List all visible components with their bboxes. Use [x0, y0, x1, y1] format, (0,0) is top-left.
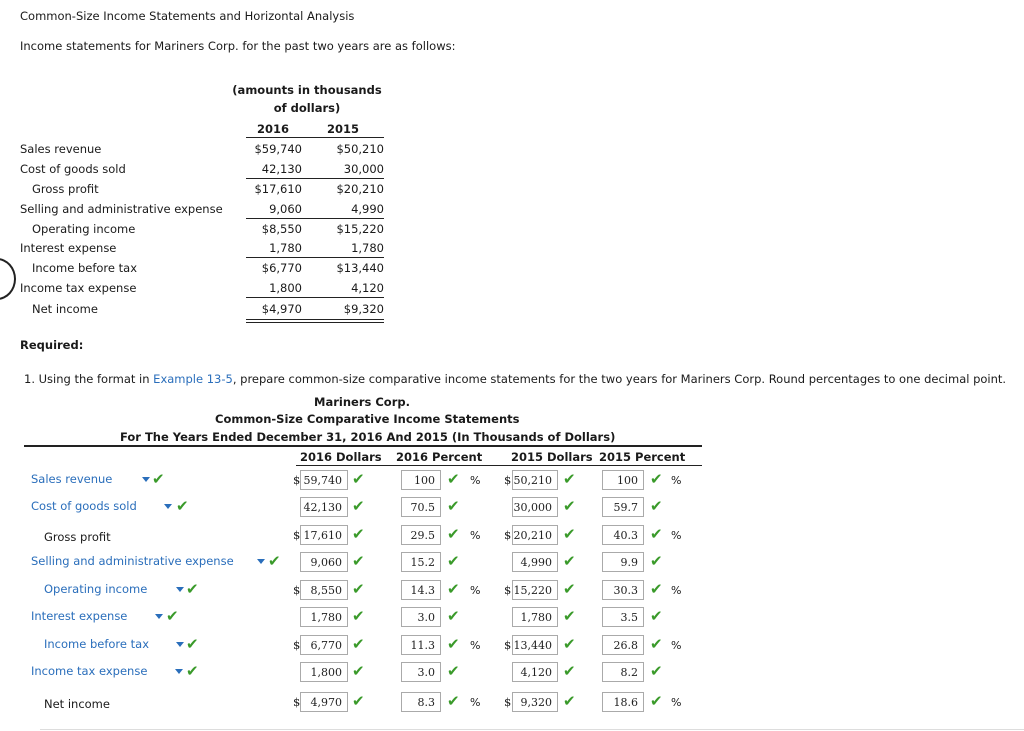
input-2016-percent[interactable]: 8.3 — [401, 692, 441, 712]
row-select-sales-revenue[interactable] — [31, 472, 145, 486]
check-icon: ✔ — [563, 607, 576, 625]
check-icon: ✔ — [563, 580, 576, 598]
row-select-label: Sales revenue — [31, 472, 113, 486]
check-icon: ✔ — [352, 580, 365, 598]
statement-rule — [24, 445, 702, 447]
row-select-operating-income[interactable] — [44, 582, 176, 596]
input-2016-dollars[interactable]: 9,060 — [300, 552, 348, 572]
input-2015-percent[interactable]: 26.8 — [602, 635, 644, 655]
check-icon: ✔ — [650, 580, 663, 598]
source-row-label: Gross profit — [32, 182, 99, 196]
source-row-label: Income tax expense — [20, 281, 137, 295]
check-icon: ✔ — [447, 635, 460, 653]
dollar-sign: $ — [504, 583, 512, 597]
input-2016-dollars[interactable]: 1,800 — [300, 662, 348, 682]
chevron-down-icon[interactable] — [257, 559, 265, 564]
source-value-2016: 1,800 — [269, 281, 302, 295]
dollar-sign: $ — [504, 695, 512, 709]
check-icon: ✔ — [650, 635, 663, 653]
source-row-label: Operating income — [32, 222, 136, 236]
dollar-sign: $ — [293, 583, 301, 597]
percent-sign: % — [470, 696, 481, 709]
input-2015-dollars[interactable]: 4,120 — [512, 662, 558, 682]
input-2015-percent[interactable]: 40.3 — [602, 525, 644, 545]
chevron-down-icon[interactable] — [155, 614, 163, 619]
check-icon: ✔ — [650, 525, 663, 543]
check-icon: ✔ — [563, 470, 576, 488]
check-icon: ✔ — [166, 607, 179, 625]
source-value-2015: 1,780 — [351, 241, 384, 255]
check-icon: ✔ — [152, 470, 165, 488]
statement-period: For The Years Ended December 31, 2016 And 2015 (In Thousands of Dollars) — [120, 430, 616, 444]
source-value-2015: 30,000 — [343, 162, 384, 176]
check-icon: ✔ — [352, 662, 365, 680]
source-row-label: Cost of goods sold — [20, 162, 126, 176]
input-2015-percent[interactable]: 30.3 — [602, 580, 644, 600]
percent-sign: % — [671, 639, 682, 652]
input-2016-percent[interactable]: 100 — [401, 470, 441, 490]
statement-company: Mariners Corp. — [314, 395, 410, 409]
percent-sign: % — [470, 474, 481, 487]
check-icon: ✔ — [447, 470, 460, 488]
check-icon: ✔ — [352, 525, 365, 543]
check-icon: ✔ — [447, 662, 460, 680]
source-double-rule — [246, 319, 384, 320]
check-icon: ✔ — [650, 662, 663, 680]
dollar-sign: $ — [504, 473, 512, 487]
input-2015-dollars[interactable]: 50,210 — [512, 470, 558, 490]
check-icon: ✔ — [447, 525, 460, 543]
row-select-label: Income before tax — [44, 637, 149, 651]
input-2016-dollars[interactable]: 6,770 — [300, 635, 348, 655]
input-2016-dollars[interactable]: 8,550 — [300, 580, 348, 600]
dollar-sign: $ — [293, 638, 301, 652]
check-icon: ✔ — [176, 497, 189, 515]
input-2016-dollars[interactable]: 17,610 — [300, 525, 348, 545]
input-2016-dollars[interactable]: 42,130 — [300, 497, 348, 517]
check-icon: ✔ — [563, 525, 576, 543]
percent-sign: % — [470, 639, 481, 652]
source-row-label: Income before tax — [32, 261, 137, 275]
chevron-down-icon[interactable] — [142, 477, 150, 482]
dollar-sign: $ — [293, 473, 301, 487]
col-2016-dollars: 2016 Dollars — [300, 450, 382, 464]
input-2016-percent[interactable]: 3.0 — [401, 607, 441, 627]
dollar-sign: $ — [504, 638, 512, 652]
question-prefix: 1. Using the format in — [24, 372, 154, 386]
col-2015-percent: 2015 Percent — [599, 450, 686, 464]
question-text — [24, 372, 1006, 386]
check-icon: ✔ — [268, 552, 281, 570]
source-header-rule — [246, 137, 384, 138]
source-value-2015: $15,220 — [336, 222, 384, 236]
chevron-down-icon[interactable] — [175, 669, 183, 674]
check-icon: ✔ — [650, 497, 663, 515]
source-row-label: Sales revenue — [20, 142, 102, 156]
row-select-income-tax-expense[interactable] — [31, 664, 175, 678]
input-2015-dollars[interactable]: 4,990 — [512, 552, 558, 572]
question-suffix: , prepare common-size comparative income statements for the two years for Mariners Corp. Round percentages to one decimal point. — [232, 372, 1007, 386]
check-icon: ✔ — [650, 692, 663, 710]
input-2015-percent[interactable]: 9.9 — [602, 552, 644, 572]
source-value-2015: 4,990 — [351, 202, 384, 216]
check-icon: ✔ — [563, 497, 576, 515]
input-2015-percent[interactable]: 3.5 — [602, 607, 644, 627]
source-subtotal-rule — [246, 257, 384, 258]
check-icon: ✔ — [352, 692, 365, 710]
input-2015-dollars[interactable]: 20,210 — [512, 525, 558, 545]
input-2016-percent[interactable]: 14.3 — [401, 580, 441, 600]
source-value-2016: 9,060 — [269, 202, 302, 216]
dollar-sign: $ — [293, 528, 301, 542]
source-subtotal-rule — [246, 297, 384, 298]
check-icon: ✔ — [650, 552, 663, 570]
intro-text: Income statements for Mariners Corp. for the past two years are as follows: — [20, 39, 456, 53]
row-select-label: Income tax expense — [31, 664, 148, 678]
row-select-selling-admin-expense[interactable] — [31, 554, 259, 568]
input-2015-percent[interactable]: 8.2 — [602, 662, 644, 682]
check-icon: ✔ — [563, 635, 576, 653]
row-select-label: Selling and administrative expense — [31, 554, 234, 568]
source-value-2016: 42,130 — [261, 162, 302, 176]
source-value-2016: $59,740 — [254, 142, 302, 156]
page-title: Common-Size Income Statements and Horizontal Analysis — [20, 9, 355, 23]
row-select-interest-expense[interactable] — [31, 609, 163, 623]
row-select-label: Cost of goods sold — [31, 499, 137, 513]
input-2016-percent[interactable]: 3.0 — [401, 662, 441, 682]
source-value-2016: $6,770 — [261, 261, 302, 275]
input-2015-percent[interactable]: 100 — [602, 470, 644, 490]
check-icon: ✔ — [186, 635, 199, 653]
check-icon: ✔ — [186, 580, 199, 598]
source-double-rule — [246, 322, 384, 323]
check-icon: ✔ — [447, 497, 460, 515]
source-col-2015: 2015 — [326, 122, 359, 136]
row-select-cost-of-goods-sold[interactable] — [31, 499, 165, 513]
check-icon: ✔ — [186, 662, 199, 680]
row-select-label: Operating income — [44, 582, 148, 596]
check-icon: ✔ — [447, 580, 460, 598]
input-2015-dollars[interactable]: 13,440 — [512, 635, 558, 655]
input-2015-dollars[interactable]: 15,220 — [512, 580, 558, 600]
source-value-2016: $4,970 — [261, 302, 302, 316]
source-value-2015: $50,210 — [336, 142, 384, 156]
percent-sign: % — [671, 529, 682, 542]
source-value-2016: $17,610 — [254, 182, 302, 196]
check-icon: ✔ — [352, 552, 365, 570]
percent-sign: % — [470, 584, 481, 597]
check-icon: ✔ — [563, 662, 576, 680]
input-2015-dollars[interactable]: 30,000 — [512, 497, 558, 517]
chevron-down-icon[interactable] — [176, 642, 184, 647]
source-row-label: Interest expense — [20, 241, 117, 255]
input-2016-dollars[interactable]: 4,970 — [300, 692, 348, 712]
check-icon: ✔ — [563, 692, 576, 710]
dollar-sign: $ — [293, 695, 301, 709]
check-icon: ✔ — [447, 552, 460, 570]
required-heading: Required: — [20, 338, 84, 352]
percent-sign: % — [671, 474, 682, 487]
source-subtotal-rule — [246, 218, 384, 219]
bottom-divider — [40, 729, 1024, 730]
source-value-2016: 1,780 — [269, 241, 302, 255]
check-icon: ✔ — [352, 635, 365, 653]
input-2016-percent[interactable]: 15.2 — [401, 552, 441, 572]
source-value-2015: $20,210 — [336, 182, 384, 196]
check-icon: ✔ — [563, 552, 576, 570]
check-icon: ✔ — [352, 607, 365, 625]
source-value-2015: $13,440 — [336, 261, 384, 275]
input-2015-dollars[interactable]: 1,780 — [512, 607, 558, 627]
dollar-sign: $ — [504, 528, 512, 542]
input-2016-dollars[interactable]: 59,740 — [300, 470, 348, 490]
row-select-income-before-tax[interactable] — [44, 637, 176, 651]
check-icon: ✔ — [447, 692, 460, 710]
source-col-2016: 2016 — [256, 122, 289, 136]
row-label-gross-profit: Gross profit — [44, 530, 111, 544]
source-value-2016: $8,550 — [261, 222, 302, 236]
source-header-line2: of dollars) — [273, 101, 341, 115]
source-value-2015: $9,320 — [343, 302, 384, 316]
col-header-rule — [296, 465, 702, 466]
source-header-line1: (amounts in thousands — [232, 83, 382, 97]
input-2016-dollars[interactable]: 1,780 — [300, 607, 348, 627]
col-2016-percent: 2016 Percent — [396, 450, 483, 464]
col-2015-dollars: 2015 Dollars — [511, 450, 593, 464]
source-row-label: Net income — [32, 302, 98, 316]
row-label-net-income: Net income — [44, 697, 110, 711]
input-2016-percent[interactable]: 11.3 — [401, 635, 441, 655]
percent-sign: % — [671, 584, 682, 597]
example-link[interactable]: Example 13-5 — [153, 372, 233, 386]
margin-circle-marker — [0, 258, 16, 300]
check-icon: ✔ — [447, 607, 460, 625]
input-2015-percent[interactable]: 59.7 — [602, 497, 644, 517]
percent-sign: % — [470, 529, 481, 542]
source-value-2015: 4,120 — [351, 281, 384, 295]
chevron-down-icon[interactable] — [176, 587, 184, 592]
row-select-label: Interest expense — [31, 609, 128, 623]
input-2015-percent[interactable]: 18.6 — [602, 692, 644, 712]
input-2016-percent[interactable]: 29.5 — [401, 525, 441, 545]
chevron-down-icon[interactable] — [164, 504, 172, 509]
check-icon: ✔ — [352, 497, 365, 515]
check-icon: ✔ — [650, 470, 663, 488]
percent-sign: % — [671, 696, 682, 709]
input-2015-dollars[interactable]: 9,320 — [512, 692, 558, 712]
input-2016-percent[interactable]: 70.5 — [401, 497, 441, 517]
check-icon: ✔ — [650, 607, 663, 625]
check-icon: ✔ — [352, 470, 365, 488]
source-subtotal-rule — [246, 178, 384, 179]
source-row-label: Selling and administrative expense — [20, 202, 223, 216]
statement-name: Common-Size Comparative Income Statements — [215, 412, 520, 426]
